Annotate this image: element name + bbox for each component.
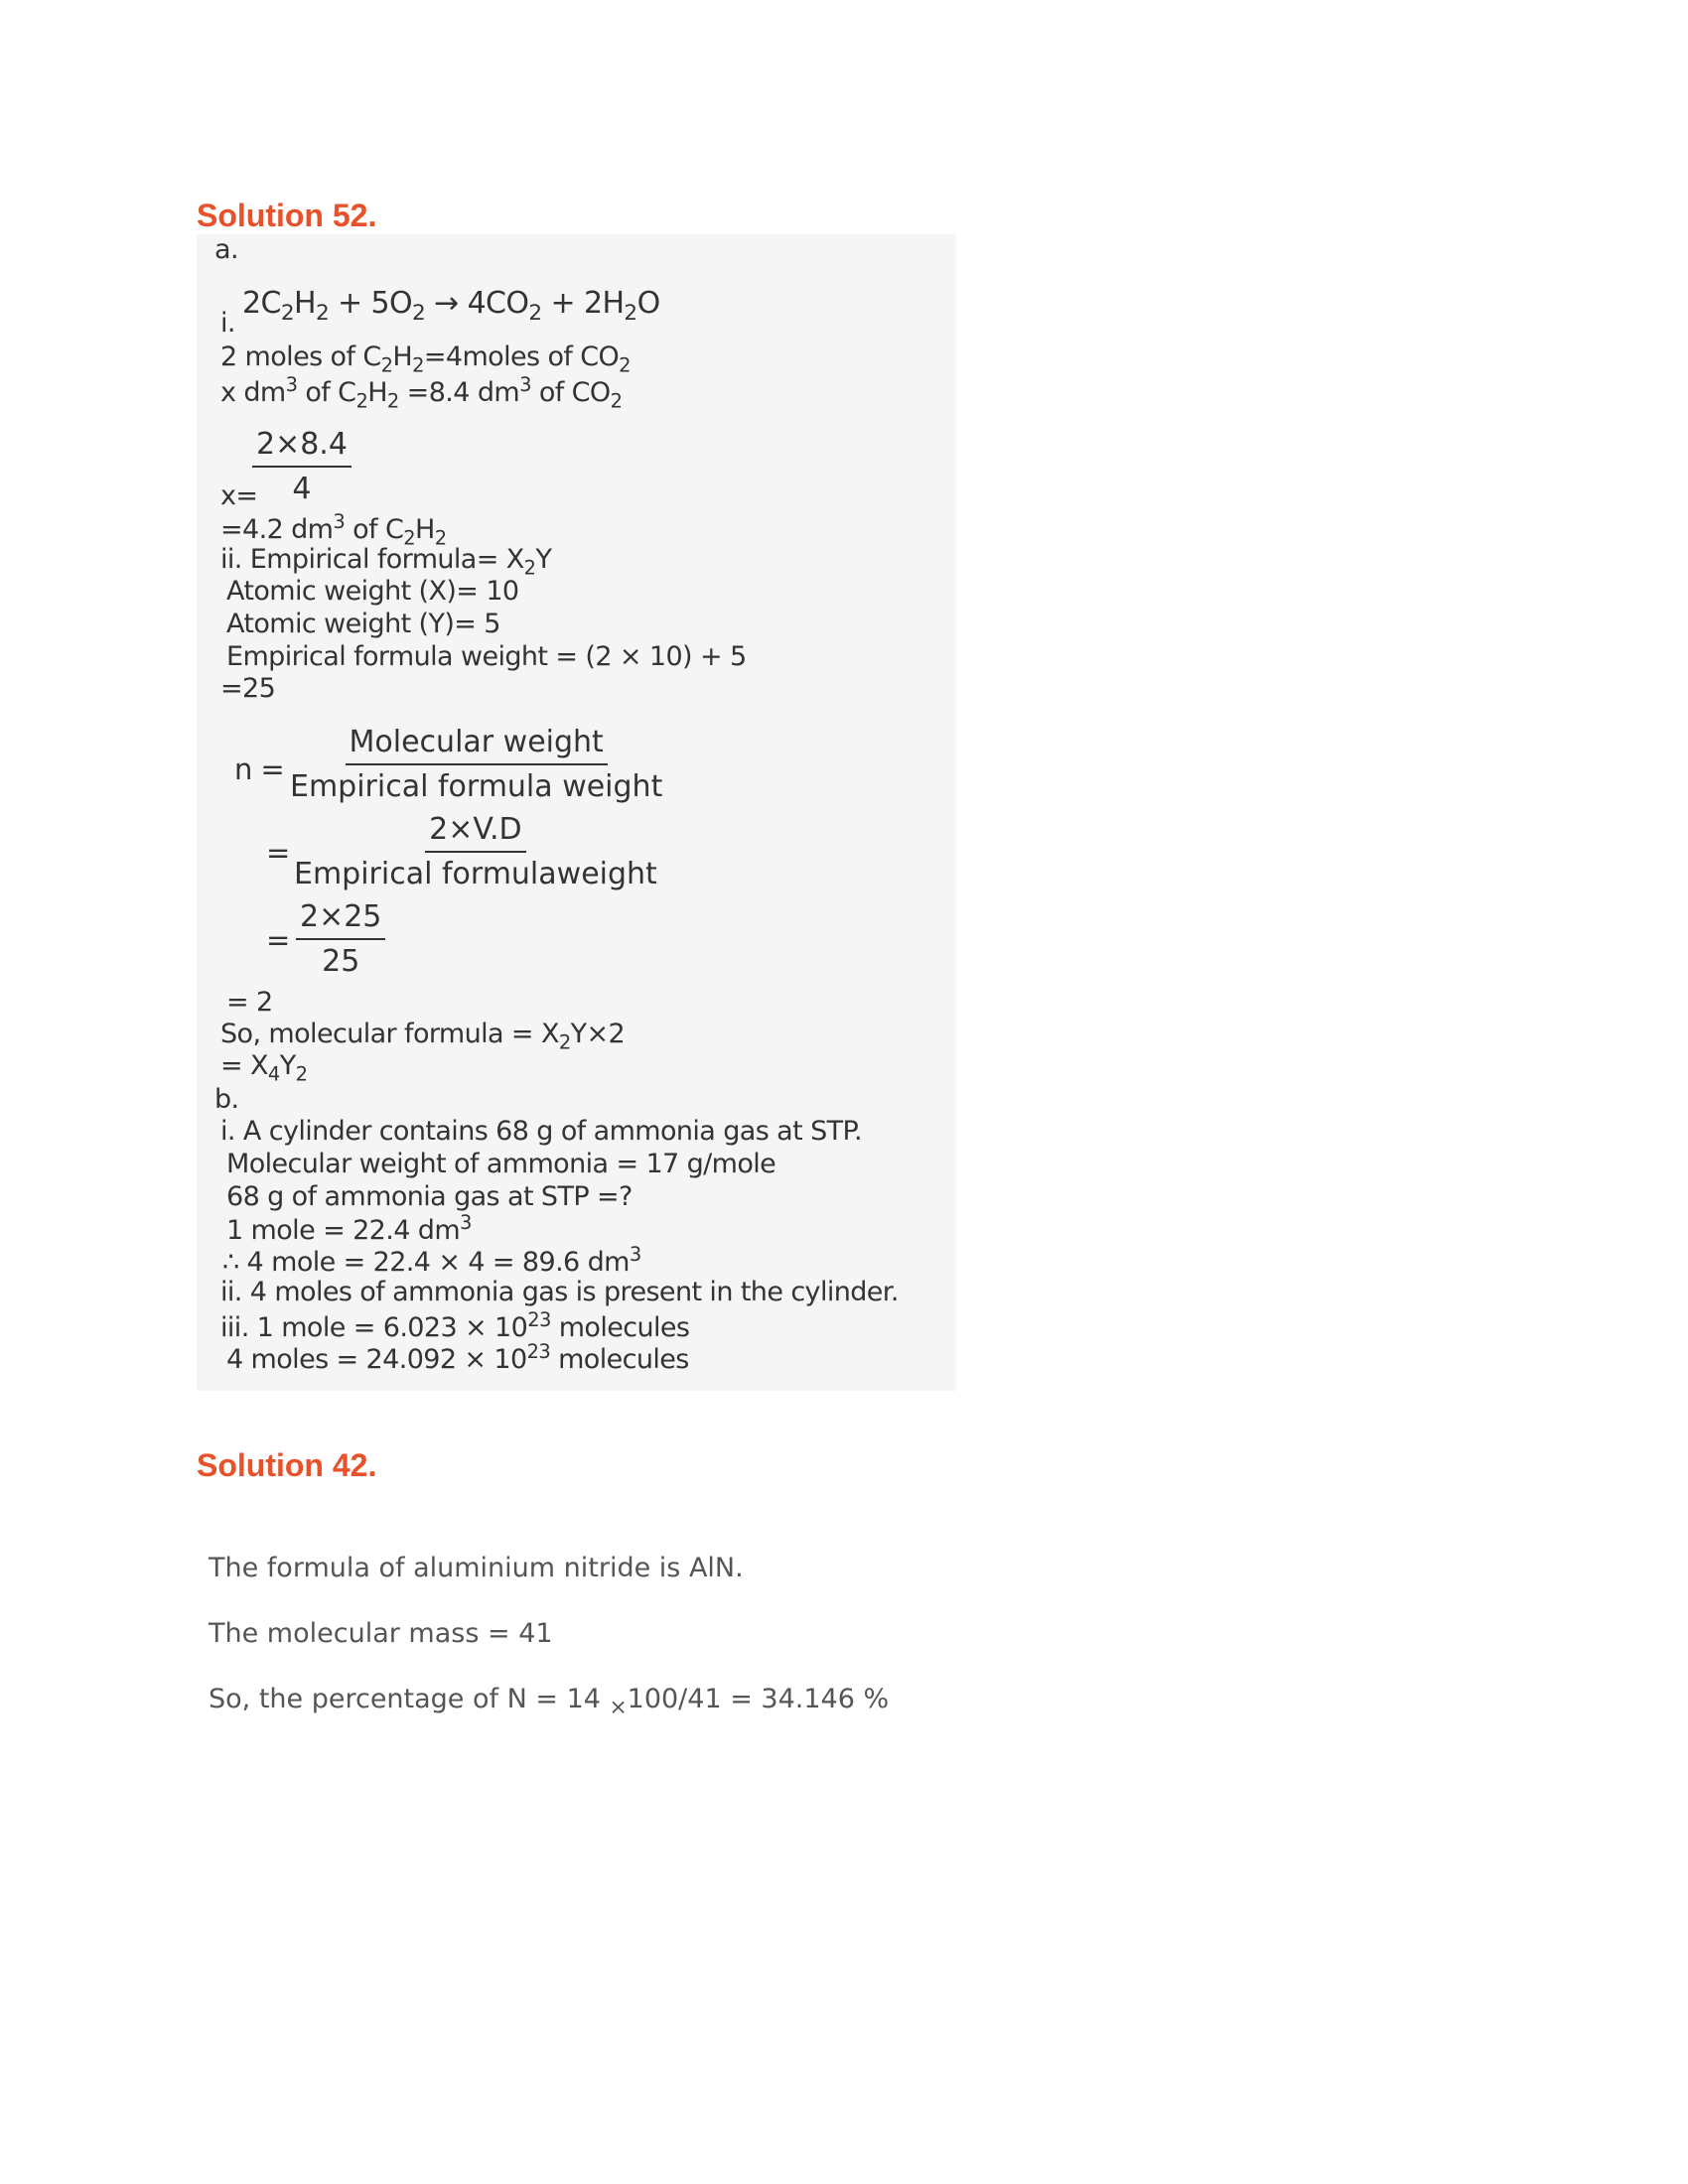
solution-52-box xyxy=(197,234,956,1391)
part-b-label: b. xyxy=(214,1084,239,1115)
part-b-item-ii: ii. 4 moles of ammonia gas is present in the cylinder. xyxy=(220,1277,899,1307)
part-b-item-i: i. A cylinder contains 68 g of ammonia gas at STP. xyxy=(220,1116,862,1147)
ammonia-question: 68 g of ammonia gas at STP =? xyxy=(226,1181,633,1212)
aluminium-nitride-formula: The formula of aluminium nitride is AlN. xyxy=(209,1553,744,1583)
empirical-formula-weight-result: =25 xyxy=(220,673,276,704)
part-b-item-iii: iii. 1 mole = $6.023 \times 10^{23}$ molecules xyxy=(220,1308,690,1343)
volume-ratio-line: x $dm^3$ of $C_2H_2 =8.4$ $dm^3$ of $CO_2$ xyxy=(220,373,623,413)
x-equals: x= xyxy=(220,480,258,511)
atomic-weight-y: Atomic weight (Y)= 5 xyxy=(226,609,500,639)
solution-42-heading: Solution 42. xyxy=(197,1447,377,1483)
molecular-formula-line: So, molecular formula = $X_2Y\times 2$ xyxy=(220,1019,626,1054)
fraction-2x25-over-25: $\frac{2\times 25}{25}$ xyxy=(296,899,385,979)
empirical-formula-weight: Empirical formula weight = (2 × 10) + 5 xyxy=(226,641,747,672)
part-a-label: a. xyxy=(214,234,238,265)
x-result-line: =4.2 $dm^3$ of $C_2H_2$ xyxy=(220,510,447,550)
combustion-equation: $2C_2H_2 + 5O_2 \to 4CO_2 + 2H_2O$ xyxy=(242,286,660,326)
moles-ratio-line: 2 moles of $C_2H_2=4moles$ of $CO_2$ xyxy=(220,341,631,377)
nitrogen-percentage-line: So, the percentage of N = 14 $_\times$100/41 = 34.146 % xyxy=(209,1684,890,1720)
fraction-molecular-over-empirical: Molecular weight Empirical formula weight xyxy=(290,725,663,804)
four-moles-molecules: 4 moles = $24.092 \times 10^{23}$ molecules xyxy=(226,1340,689,1375)
fraction-2vd-over-empirical: 2×V.D Empirical formulaweight xyxy=(294,812,657,891)
molecular-formula-result: = $X_4Y_2$ xyxy=(220,1050,308,1086)
fraction-2x8.4-over-4: $\frac{2\times 8.4}{4}$ xyxy=(252,427,352,506)
empirical-formula-line: ii. Empirical formula= $X_2Y$ xyxy=(220,544,552,580)
molecular-mass-line: The molecular mass = 41 xyxy=(209,1618,553,1649)
one-mole-volume: 1 mole = 22.4 $dm^3$ xyxy=(226,1211,472,1246)
ammonia-molecular-weight: Molecular weight of ammonia = 17 g/mole xyxy=(226,1149,776,1179)
four-mole-volume: ∴ 4 mole = 22.4 × 4 = 89.6 $dm^3$ xyxy=(222,1243,641,1278)
solution-52-heading: Solution 52. xyxy=(197,198,377,233)
n-result: = 2 xyxy=(226,987,273,1018)
equals-sign-1: = xyxy=(266,836,290,870)
atomic-weight-x: Atomic weight (X)= 10 xyxy=(226,576,519,607)
n-equals: n = xyxy=(234,752,285,786)
item-i-label: i. xyxy=(220,308,235,339)
equals-sign-2: = xyxy=(266,923,290,957)
